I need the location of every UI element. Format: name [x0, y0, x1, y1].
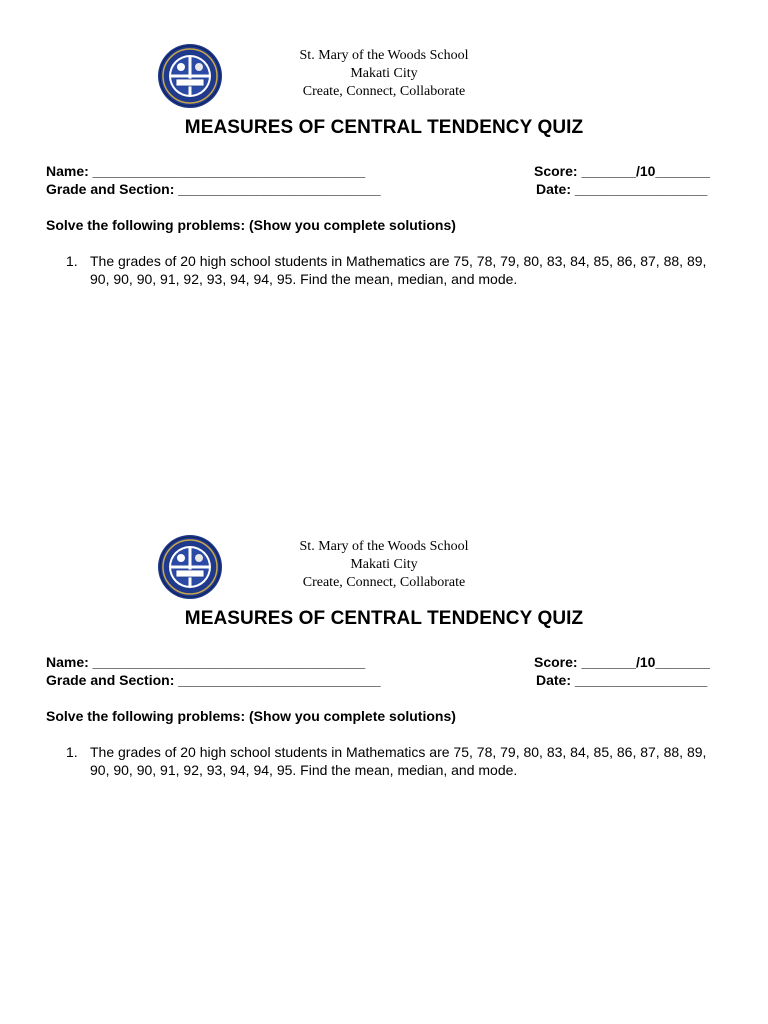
school-seal-icon [157, 534, 223, 600]
problem-number: 1. [66, 744, 78, 760]
school-motto: Create, Connect, Collaborate [302, 84, 466, 99]
problem-item [66, 252, 726, 288]
problem-number: 1. [66, 253, 78, 269]
score-field: Score: _______/10_______ [534, 163, 710, 179]
school-seal-icon [157, 43, 223, 109]
problem-item [66, 743, 726, 779]
school-motto: Create, Connect, Collaborate [302, 575, 466, 590]
name-field: Name: ___________________________________ [46, 163, 366, 179]
instructions: Solve the following problems: (Show you complete solutions) [46, 217, 456, 233]
date-field: Date: _________________ [536, 181, 708, 197]
problem-text: The grades of 20 high school students in Mathematics are 75, 78, 79, 80, 83, 84, 85, 86, 87, 88, 89, 90, 90, 90, 91, 92, 93, 94, 94, 95. Find the mean, median, and mode. [90, 744, 707, 778]
school-name: St. Mary of the Woods School [299, 48, 469, 63]
school-header [234, 538, 534, 592]
grade-section-field: Grade and Section: __________________________ [46, 672, 381, 688]
instructions: Solve the following problems: (Show you complete solutions) [46, 708, 456, 724]
score-field: Score: _______/10_______ [534, 654, 710, 670]
quiz-title: MEASURES OF CENTRAL TENDENCY QUIZ [184, 117, 584, 138]
school-header [234, 47, 534, 101]
name-field: Name: ___________________________________ [46, 654, 366, 670]
school-city: Makati City [350, 66, 418, 81]
date-field: Date: _________________ [536, 672, 708, 688]
quiz-sheet-top [0, 0, 768, 491]
problem-text: The grades of 20 high school students in Mathematics are 75, 78, 79, 80, 83, 84, 85, 86, 87, 88, 89, 90, 90, 90, 91, 92, 93, 94, 94, 95. Find the mean, median, and mode. [90, 253, 707, 287]
grade-section-field: Grade and Section: __________________________ [46, 181, 381, 197]
school-city: Makati City [350, 557, 418, 572]
quiz-title: MEASURES OF CENTRAL TENDENCY QUIZ [184, 608, 584, 629]
quiz-sheet-bottom [0, 491, 768, 982]
school-name: St. Mary of the Woods School [299, 539, 469, 554]
